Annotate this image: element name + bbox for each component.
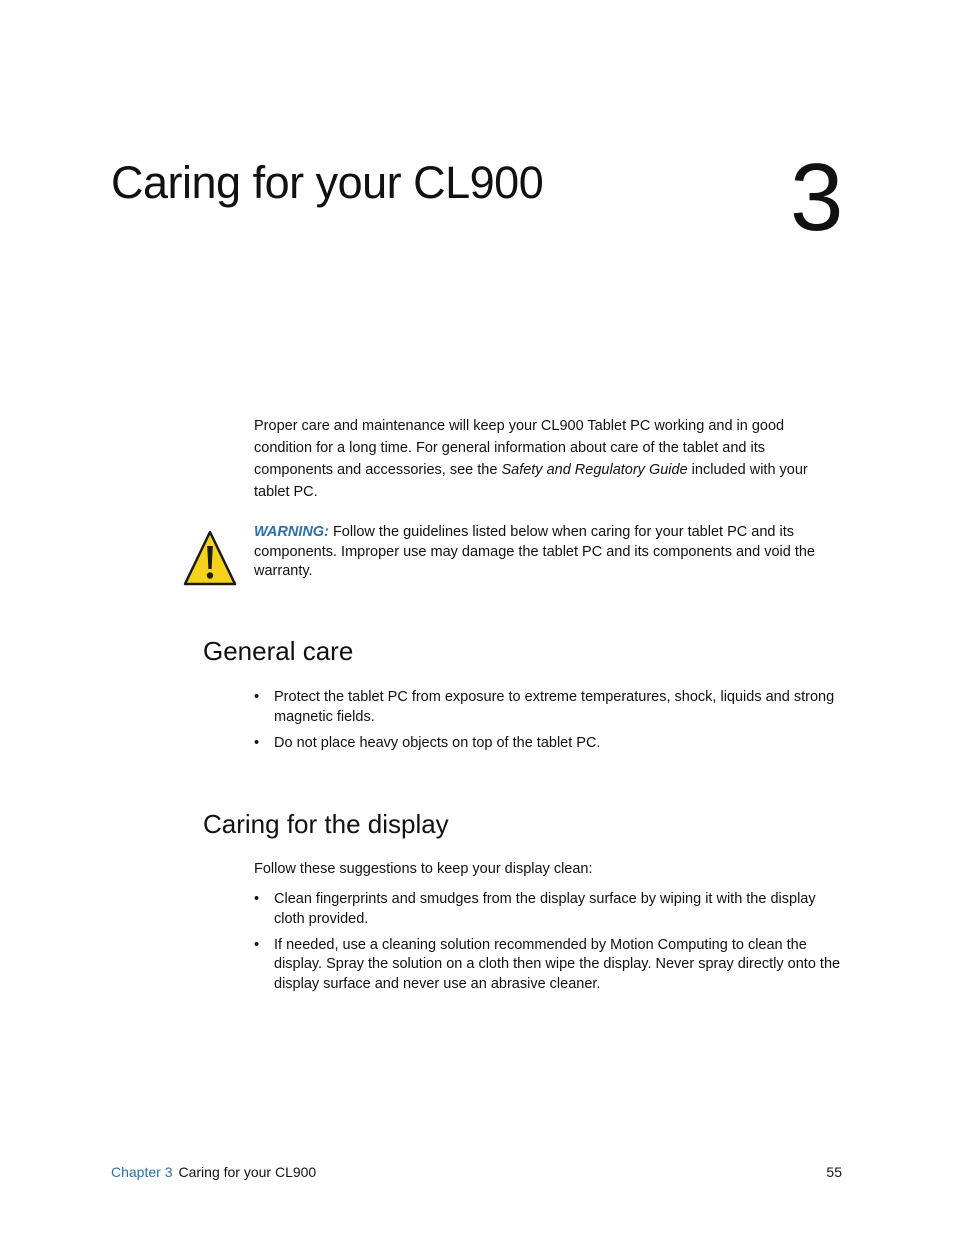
footer-running-head (111, 1164, 316, 1180)
guide-title: Safety and Regulatory Guide (501, 462, 688, 478)
intro-text-before: Proper care and maintenance will keep your CL900 Tablet PC working and in good condition for a long time. For general information about care of the tablet and its components and accessories, see the (254, 418, 785, 478)
list-item-text: If needed, use a cleaning solution recommended by Motion Computing to clean the display. Spray the solution on a cloth then wipe the display. Never spray directly onto the display surface and never use an abrasive cleaner. (274, 936, 841, 992)
chapter-title: Caring for your CL900 (111, 157, 544, 208)
bullet-icon: • (254, 689, 260, 705)
footer-title: Caring for your CL900 (178, 1164, 317, 1180)
display-care-lead: Follow these suggestions to keep your display clean: (254, 861, 593, 877)
warning-text (254, 523, 844, 582)
bullet-icon: • (254, 936, 260, 953)
warning-triangle-icon (183, 530, 237, 586)
warning-body: Follow the guidelines listed below when caring for your tablet PC and its components. Improper use may damage the tablet PC and its components and void the warranty. (254, 524, 815, 579)
list-item-text: Protect the tablet PC from exposure to extreme temperatures, shock, liquids and strong magnetic fields. (274, 689, 835, 725)
bullet-icon: • (254, 734, 260, 751)
bullet-icon: • (254, 891, 260, 907)
intro-paragraph (254, 415, 829, 503)
general-care-heading: General care (203, 636, 354, 666)
chapter-number: 3 (790, 144, 844, 251)
footer-chapter-label: Chapter 3 (111, 1164, 173, 1180)
list-item (254, 688, 844, 727)
list-item-text: Do not place heavy objects on top of the tablet PC. (274, 734, 601, 751)
display-care-heading: Caring for the display (203, 809, 449, 839)
list-item (254, 936, 844, 995)
list-item (254, 890, 844, 929)
list-item (254, 734, 844, 754)
intro-text-after: included with your tablet PC. (254, 462, 808, 500)
warning-label: WARNING: (254, 524, 329, 540)
list-item-text: Clean fingerprints and smudges from the display surface by wiping it with the display cloth provided. (274, 891, 816, 927)
display-care-list (254, 890, 844, 1001)
page-number: 55 (826, 1164, 842, 1180)
general-care-list (254, 688, 844, 760)
